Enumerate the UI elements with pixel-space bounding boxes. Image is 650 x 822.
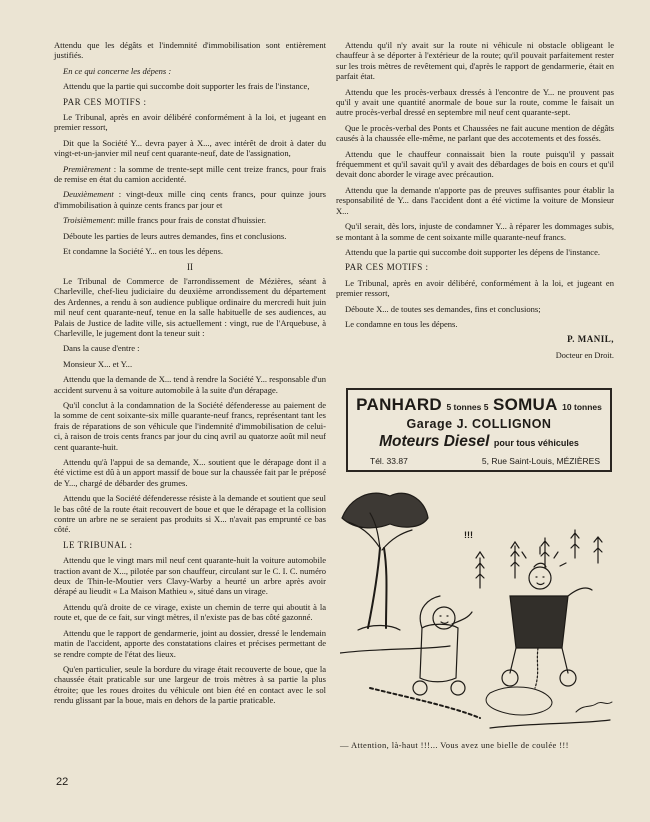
page-number: 22: [56, 776, 69, 788]
stroller-handle-left: [420, 596, 440, 628]
signature-name: [336, 334, 614, 344]
paragraph-text: : vingt-deux mille cinq cents francs, pour quinze jours d'immobilisation à quinze cents francs par jour et: [54, 189, 326, 210]
paragraph: Attendu que le chauffeur connaissait bien la route puisqu'il y passait fréquemment et qu'il savait qu'il y avait des débardages de bois en cours et qu'il devait donc aborder le virage avec précaution.: [336, 148, 614, 180]
carriage-body-right: [510, 596, 568, 648]
ad-brand-note: 10 tonnes: [562, 402, 602, 412]
paragraph: Le Tribunal, après en avoir délibéré conformément à la loi, et jugeant en premier ressort,: [54, 112, 326, 133]
paragraph: Attendu que la partie qui succombe doit supporter les frais de l'instance,: [63, 81, 310, 92]
paragraph: Attendu que le vingt mars mil neuf cent quarante-huit la voiture automobile traction avant de X..., pilotée par son chauffeur, circulant sur le C. I. C. numéro deux de Thin-le-Moutier vers Clavy-Warby a heurté un arbre après avoir dérapé au lieudit « La Maison Mathieu », situé dans un virage.: [54, 555, 326, 597]
paragraph: Attendu que le rapport de gendarmerie, joint au dossier, dressé le lendemain matin de l'accident, apporte des constatations claires et précises permettant de se rendre compte de l'état des lieux.: [54, 627, 326, 659]
tree-trunk: [368, 548, 387, 628]
ad-brand-note: 5 tonnes 5: [446, 402, 489, 412]
stroller-body-left: [420, 624, 458, 682]
paragraph: Attendu qu'à droite de ce virage, existe un chemin de terre qui aboutit à la route et, que de ce fait, sur vingt mètres, il n'existe pas de bas côté gazonné.: [54, 601, 326, 623]
artist-signature: [576, 702, 612, 712]
author-name: P. MANIL,: [567, 334, 614, 345]
ground-line: [340, 646, 450, 653]
ad-brand-panhard: PANHARD: [356, 395, 442, 414]
paragraph: Dans la cause d'entre :: [63, 343, 140, 354]
ad-brands-line: [348, 395, 610, 415]
heading-le-tribunal: LE TRIBUNAL :: [63, 539, 133, 550]
plant: [594, 537, 602, 563]
carriage-frame: [510, 648, 568, 673]
paragraph: Attendu que les dégâts et l'indemnité d'immobilisation sont entièrement justifiés.: [54, 40, 326, 61]
ad-phone: Tél. 33.87: [370, 456, 408, 466]
left-column: [54, 40, 326, 711]
carriage-handle-right: [568, 588, 592, 596]
ad-address: 5, Rue Saint-Louis, MÉZIÈRES: [481, 456, 600, 466]
cartoon-caption: — Attention, là-haut !!!... Vous avez une bielle de coulée !!!: [340, 740, 569, 750]
paragraph-premierement: [54, 164, 326, 185]
baby-head-right: [529, 567, 551, 589]
paragraph: Déboute X... de toutes ses demandes, fins et conclusions;: [345, 303, 541, 314]
advertisement-box: [346, 388, 612, 472]
stroller-wheel: [451, 681, 465, 695]
stroller-wheel: [413, 681, 427, 695]
paragraph: Le Tribunal de Commerce de l'arrondissement de Mézières, séant à Charleville, chef-lieu judiciaire du deuxième arrondissement du département des Ardennes, a rendu à son audience publique ordinaire du mercredi huit juin mil neuf cent quarante-neuf, tenue en la salle habituelle de ses audiences, au Palais de Justice de ladite ville, sis actuellement : vingt, rue de l'Arquebuse, à Charleville, le jugement dont la teneur suit :: [54, 275, 326, 338]
paragraph: Dit que la Société Y... devra payer à X..., avec intérêt de droit à dater du vingt-et-un-janvier mil neuf cent quarante-neuf, date de l'assignation,: [54, 137, 326, 159]
oil-puddle: [486, 687, 552, 715]
paragraph: Monsieur X... et Y...: [63, 358, 133, 369]
paragraph: Le Tribunal, après en avoir délibéré, conformément à la loi, et jugeant en premier ressort,: [336, 277, 614, 299]
author-title: Docteur en Droit.: [555, 350, 614, 360]
road-edge: [490, 720, 610, 728]
paragraph-text: : mille francs pour frais de constat d'huissier.: [113, 215, 266, 226]
paragraph: Attendu que les procès-verbaux dressés à l'encontre de Y... ne prouvent pas qu'il y avait une quantité anormale de boue sur la route, comme le faisait un autre procès-verbal dressé en septembre mil neuf cent quarante-sept.: [336, 86, 614, 118]
paragraph: Et condamne la Société Y... en tous les dépens.: [63, 246, 223, 257]
paragraph-troisiemement: [54, 215, 326, 225]
paragraph: Le condamne en tous les dépens.: [345, 318, 458, 329]
baby-face-right: [536, 577, 544, 585]
paragraph: Déboute les parties de leurs autres demandes, fins et conclusions.: [63, 230, 287, 241]
ad-product-line: [348, 433, 610, 451]
tree-base: [358, 626, 400, 631]
paragraph: Que le procès-verbal des Ponts et Chaussées ne fait aucune mention de dégâts causés à la chaussée elle-même, ne parlant que des accotements et des fossés.: [336, 122, 614, 144]
paragraph: Attendu que la Société défenderesse résiste à la demande et soutient que seul le bas côté de la route était recouvert de boue et que le dérapage et la collision contre un arbre ne se seraient pas produits si X... n'avait pas emprunté ce bas côté.: [54, 493, 326, 535]
plant: [511, 542, 519, 578]
tree-foliage: [342, 493, 428, 528]
paragraph-deuxiemement: [54, 189, 326, 210]
baby-head-left: [433, 607, 455, 629]
ad-product: Moteurs Diesel: [379, 433, 490, 450]
section-number: II: [187, 261, 193, 272]
cartoon-exclamation: !!!: [464, 530, 473, 540]
surprise-lines: [522, 547, 566, 566]
paragraph: Qu'en particulier, seule la bordure du virage était recouverte de boue, que la chaussée était praticable sur une largeur de trois mètres à sa partie la plus étroite; que les roues droites du véhicule ont bien été en contact avec le sol rendu glissant par la boue, mais en dehors de la partie praticable.: [54, 663, 326, 706]
paragraph-text: : la somme de trente-sept mille cent treize francs, pour frais de remise en état du camion accidenté.: [54, 163, 326, 185]
baby-face-left: [440, 616, 448, 624]
plant: [476, 552, 484, 588]
heading-par-ces-motifs: PAR CES MOTIFS :: [345, 262, 429, 273]
paragraph: Attendu que la demande n'apporte pas de preuves suffisantes pour établir la responsabilité de Y... dans l'accident dont a été victime la voiture de Monsieur X...: [336, 184, 614, 216]
ad-brand-somua: SOMUA: [492, 395, 558, 414]
paragraph: Attendu que la demande de X... tend à rendre la Société Y... responsable d'un accident survenu à sa voiture automobile à la suite d'un dérapage.: [54, 374, 326, 395]
paragraph: Qu'il serait, dès lors, injuste de condamner Y... à réparer les dommages subis, se montant à la somme de cent soixante mille quarante-neuf francs.: [336, 221, 614, 242]
plant: [571, 530, 579, 558]
paragraph: Qu'il conclut à la condamnation de la Société défenderesse au paiement de la somme de cent soixante-six mille quarante-neuf francs, représentant tant les frais de réparations de son véhicule que l'indemnité d'immobilisation de celui-ci, à raison de trois cents francs par jour du cinq avril au quatorze août mil neuf cent quarante-huit.: [54, 399, 326, 452]
heading-par-ces-motifs: PAR CES MOTIFS :: [63, 96, 147, 107]
paragraph: Attendu que la partie qui succombe doit supporter les dépens de l'instance.: [345, 246, 601, 257]
ordinal-label: Premièrement: [63, 163, 111, 174]
ordinal-label: Troisièmement: [63, 215, 114, 226]
paragraph: Attendu qu'à l'appui de sa demande, X... soutient que le dérapage dont il a été victime est dû à un apport massif de boue sur la chaussée fait par le préposé de Y..., chargé de débarder des grumes.: [54, 457, 326, 488]
ordinal-label: Deuxièmement: [63, 189, 114, 200]
signature-title: [336, 350, 614, 361]
oil-drip: [535, 648, 538, 688]
ad-garage-name: Garage J. COLLIGNON: [406, 417, 552, 431]
subheading-depens: En ce qui concerne les dépens :: [63, 65, 172, 76]
ad-product-note: pour tous véhicules: [493, 438, 579, 448]
paragraph: Attendu qu'il n'y avait sur la route ni véhicule ni obstacle obligeant le chauffeur à se déporter à l'extérieur de la route; qu'il pouvait parfaitement rester sur les trois mètres de revêtement qui, d'après le rapport de gendarmerie, était en parfait état.: [336, 40, 614, 82]
right-column: [336, 40, 614, 366]
cartoon-illustration: [340, 478, 618, 736]
